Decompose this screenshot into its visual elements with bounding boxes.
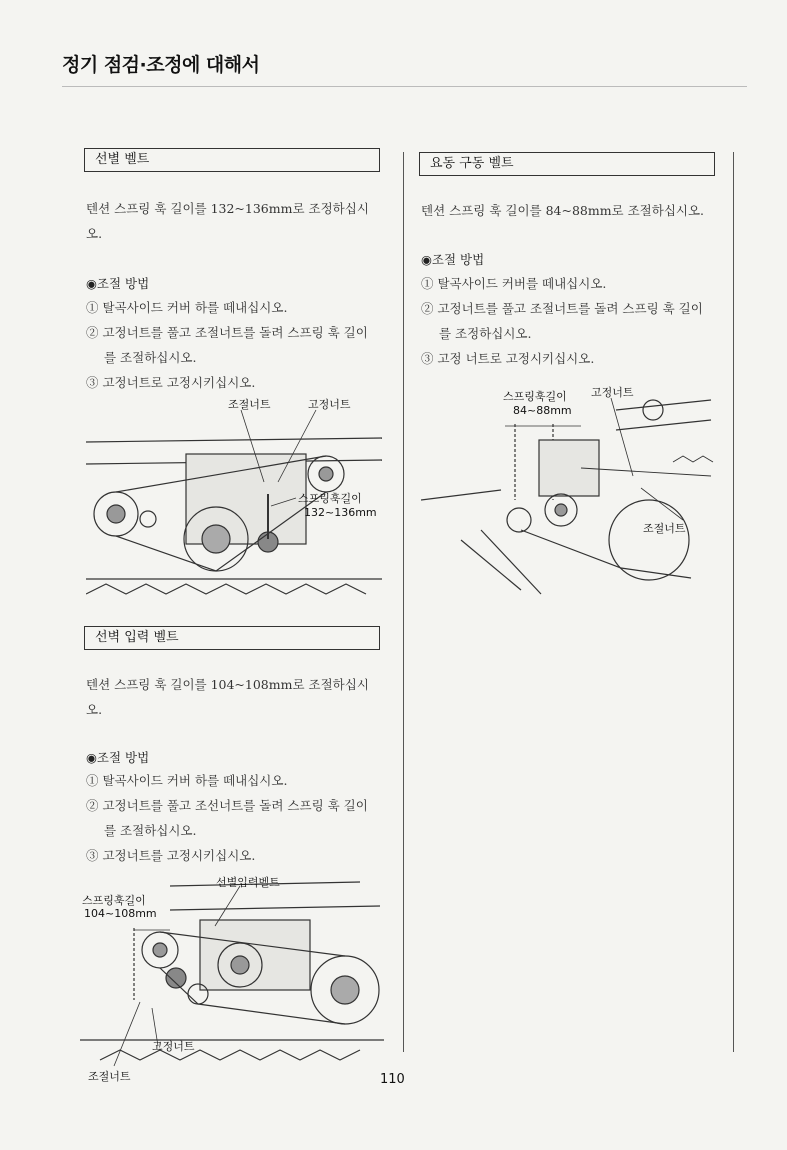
sorting-belt-diagram [86,394,382,612]
step-item: ② 고정너트를 풀고 조선너트를 돌려 스프링 훅 길이 [86,798,368,813]
step-item: ① 탈곡사이드 커버 하를 떼내십시오. [86,300,288,315]
step-item: ② 고정너트를 풀고 조절너트를 돌려 스프링 훅 길이 [421,301,703,316]
label-spring-hook-length: 스프링훅길이 [82,894,146,907]
label-lock-nut: 고정너트 [308,398,351,411]
label-spring-range: 132~136mm [304,506,377,519]
sorting-belt-steps [86,295,386,395]
label-spring-hook-length: 스프링훅길이 [298,492,362,505]
step-item: 를 조절하십시오. [104,823,197,838]
step-item: ③ 고정너트로 고정시키십시오. [86,375,256,390]
step-item: ③ 고정 너트로 고정시키십시오. [421,351,595,366]
step-item: ① 탈곡사이드 커버를 떼내십시오. [421,276,607,291]
page-number: 110 [380,1072,405,1087]
input-belt-diagram [80,870,384,1084]
label-adjust-nut: 조절너트 [228,398,271,411]
label-spring-hook-length: 스프링훅길이 [503,390,567,403]
desc-line: 텐션 스프링 훅 길이를 132~136mm로 조정하십시 [86,201,369,216]
label-spring-range: 104~108mm [84,907,157,920]
section-title-sorting-belt: 선별 벨트 [84,148,380,172]
label-lock-nut: 고정너트 [591,386,634,399]
step-item: 를 조정하십시오. [439,326,532,341]
desc-line: 오. [86,226,103,241]
adjust-method-heading: ◉조절 방법 [421,252,485,267]
label-adjust-nut: 조절너트 [88,1070,131,1083]
label-adjust-nut: 조절너트 [643,522,686,535]
oscillation-belt-description [421,198,721,223]
step-item: ③ 고정너트를 고정시키십시오. [86,848,256,863]
step-item: ① 탈곡사이드 커버 하를 떼내십시오. [86,773,288,788]
label-lock-nut: 고정너트 [152,1040,195,1053]
header-divider [62,86,747,87]
desc-line: 오. [86,702,103,717]
desc-line: 텐션 스프링 훅 길이를 104~108mm로 조절하십시 [86,677,369,692]
step-item: 를 조절하십시오. [104,350,197,365]
page-title: 정기 점검·조정에 대해서 [62,54,260,76]
column-divider [403,152,404,1052]
input-belt-steps [86,768,386,868]
label-input-belt: 선별입력벨트 [216,876,280,889]
desc-line: 텐션 스프링 훅 길이를 84~88mm로 조절하십시오. [421,203,705,218]
section-title-input-belt: 선벽 입력 벨트 [84,626,380,650]
oscillation-belt-steps [421,271,721,371]
oscillation-belt-diagram [421,380,721,608]
label-spring-range: 84~88mm [513,404,572,417]
section-title-oscillation-belt: 요동 구동 벨트 [419,152,715,176]
adjust-method-heading: ◉조절 방법 [86,276,150,291]
input-belt-description [86,672,386,722]
sorting-belt-description [86,196,386,246]
right-margin-rule [733,152,734,1052]
step-item: ② 고정너트를 풀고 조절너트를 돌려 스프링 훅 길이 [86,325,368,340]
adjust-method-heading: ◉조절 방법 [86,750,150,765]
